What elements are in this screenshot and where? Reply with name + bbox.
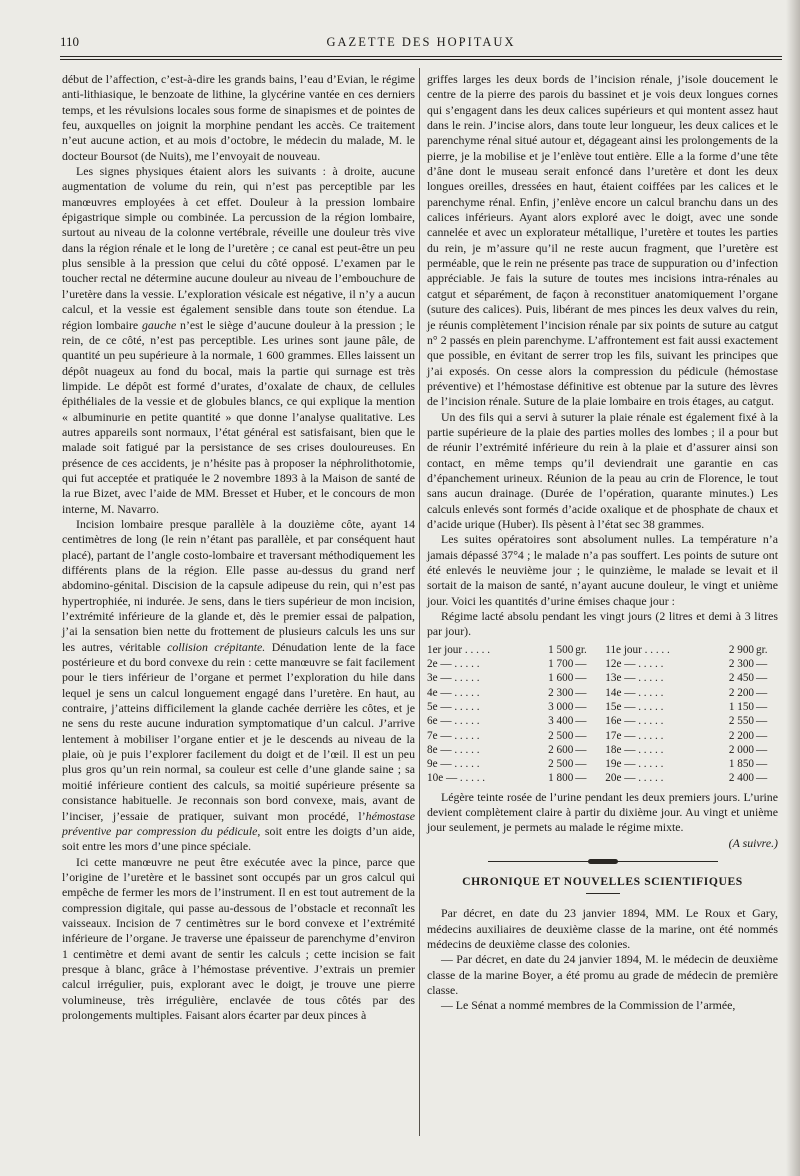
paragraph: Les signes physiques étaient alors les suivants : à droite, aucune augmentation de volume du rein, qui n’est pas perceptible par les manœuvres employées à cet effet. Douleur à la pression lombaire épigastrique simple ou combinée. La percussion de la région lombaire, surtout au niveau de la colonne vertébrale, réveille une douleur très vive dans la région rénale et le long de l’uretère ; ce canal est peut-être un peu plus sensible à la pression que celui du côté opposé. L’examen par le toucher rectal ne détermine aucune douleur au niveau de l’embouchure de l’uretère dans la vessie. L’exploration vésicale est négative, il n’y a aucun calcul, et la vessie est également sensible dans toute son étendue. La région lombaire gauche n’est le siège d’aucune douleur à la pression ; le rein, de ce côté, n’est pas perceptible. Les urines sont jaune pâle, de quantité un peu supérieure à la normale, 1 600 grammes. Elles laissent un dépôt nuageux au fond du bocal, mais la partie qui surnage est très limpide. Le dépôt est formé d’urates, d’oxalate de chaux, de cellules épithéliales de la vessie et de globules blancs, ce qui explique la mention « albuminurie en petite quantité » que donne l’analyse qualitative. Les autres appareils sont normaux, l’état général est satisfaisant, bien que le malade soit fatigué par la persistance de ses crises douloureuses. En présence de ces accidents, je n’hésite pas à proposer la néphrolithotomie, qui fut acceptée et pratiquée le 2 novembre 1893 à la Maison de santé de la rue Bizet, avec l’aide de MM. Bresset et Huber, et le concours de mon interne, M. Navarro. — [62, 164, 415, 516]
urine-num-cell: 1 500 — [548, 643, 574, 656]
urine-num-cell: 1 600 — [548, 672, 574, 685]
urine-num-cell: 2 400 — [728, 772, 754, 785]
urine-day-cell: 15e — . . . . . — [605, 700, 664, 713]
urine-unit-cell: — — [575, 715, 587, 728]
paragraph: Ici cette manœuvre ne peut être exécutée avec la pince, parce que l’origine de l’uretère et le bassinet sont occupés par un gros calcul qui empêche de fermer les mors de l’instrument. Il en est tout autrement de la compression digitale, qui passe au-dessous de l’obstacle et reconnaît les vaisseaux. Incision de 7 centimètres sur le bord convexe et l’extrémité inférieure de l’organe. Je traverse une épaisseur de parenchyme d’environ 1 centimètre et demi avant de sentir les calculs ; cette incision se fait presque à blanc, grâce à l’hémostase préventive. J’extrais un premier calcul irrégulier, puis, explorant avec le doigt, je trouve une pierre volumineuse, très irrégulière, enclavée de tous côtés par des prolongements multiples. Faisant alors écarter par deux pinces à — [62, 854, 415, 1022]
urine-day-cell: 17e — . . . . . — [605, 729, 664, 742]
journal-title: GAZETTE DES HOPITAUX — [326, 35, 516, 49]
urine-day-cell: 5e — . . . . . — [427, 700, 480, 713]
urine-row — [427, 643, 778, 657]
urine-row — [427, 743, 778, 757]
urine-num-cell: 2 500 — [548, 729, 574, 742]
urine-unit-cell: — — [756, 729, 768, 742]
header-rule — [60, 56, 782, 60]
urine-unit-cell: — — [756, 672, 768, 685]
urine-day-cell: 13e — . . . . . — [605, 672, 664, 685]
urine-row — [427, 771, 778, 785]
urine-day-cell: 9e — . . . . . — [427, 758, 480, 771]
urine-unit-cell: — — [756, 758, 768, 771]
urine-unit-cell: — — [575, 729, 587, 742]
urine-unit-cell: — — [575, 686, 587, 699]
paragraph: Un des fils qui a servi à suturer la plaie rénale est également fixé à la partie supérieure de la plaie des parties molles des lombes ; il a pour but de réunir l’extrémité inférieure du rein à la plaie et d’assurer ainsi son contact, en même temps qu’il deviendrait une garantie en cas d’épanchement urineux. Réunion de la peau au crin de Florence, le tout sans aucun drainage. (Durée de l’opération, quarante minutes.) Les calculs enlevés sont formés d’acide oxalique et de phosphate de chaux et d’acide urique (Huber). Ils pèsent à l’état sec 38 grammes. — [427, 409, 778, 531]
urine-unit-cell: — — [756, 658, 768, 671]
urine-num-cell: 2 900 — [728, 643, 754, 656]
urine-unit-cell: — — [575, 772, 587, 785]
urine-gap-cell — [597, 729, 605, 743]
urine-gap-cell — [597, 757, 605, 771]
urine-day-cell: 6e — . . . . . — [427, 715, 480, 728]
urine-unit-cell: — — [575, 658, 587, 671]
urine-gap-cell — [597, 686, 605, 700]
paragraph: Légère teinte rosée de l’urine pendant les deux premiers jours. L’urine devient complètement claire à partir du dixième jour. Au vingt et unième jour seulement, je permets au malade le régime mixte. — [427, 789, 778, 835]
urine-gap-cell — [597, 700, 605, 714]
urine-day-cell: 4e — . . . . . — [427, 686, 480, 699]
page-number: 110 — [60, 34, 80, 49]
urine-num-cell: 1 700 — [548, 658, 574, 671]
urine-day-cell: 7e — . . . . . — [427, 729, 480, 742]
ornament-rule — [488, 861, 718, 862]
urine-row — [427, 714, 778, 728]
urine-unit-cell: — — [575, 700, 587, 713]
urine-gap-cell — [597, 643, 605, 657]
urine-day-cell: 12e — . . . . . — [605, 658, 664, 671]
urine-num-cell: 1 800 — [548, 772, 574, 785]
urine-gap-cell — [597, 771, 605, 785]
urine-row — [427, 729, 778, 743]
paragraph: griffes larges les deux bords de l’incision rénale, j’isole doucement le centre de la pierre des parois du bassinet et je vois deux longues cornes qui s’engagent dans les deux calices supérieurs et qui montent assez haut dans le rein. J’incise alors, dans toute leur longueur, les deux calices et le parenchyme rénal situé autour et, dégageant ainsi les prolongements de la pierre, je la mobilise et je l’enlève tout entière. Elle a la forme d’une tête d’âne dont le museau serait enfoncé dans l’uretère et dont les deux longues oreilles, dressées en haut, étaient coiffées par les calices et le parenchyme rénal. Enfin, j’enlève encore un calcul branchu dans un des calices inférieurs. Ayant alors exploré avec le doigt, avec une sonde cannelée et avec un explorateur métallique, l’uretère et toutes les parties du rein, je m’assure qu’il ne reste aucun fragment, que l’uretère est perméable, que le rein ne présente pas trace de suppuration ou d’infection appréciable. Je fais la suture de toutes mes incisions intra-rénales au catgut et séparément, de façon à reconstituer anatomiquement l’organe (suture des calices). Puis, libérant de mes pinces les deux valves du rein, je réunis complètement l’incision rénale par six points de suture au catgut n° 2 passés en plein parenchyme. L’affrontement est fait aussi exactement que possible, en évitant de serrer trop les fils, suivant les principes que j’ai exposés. On cesse alors la compression du pédicule (hémostase préventive) et l’hémostase définitive est obtenue par la suture des lèvres de l’incision rénale. Suture de la plaie lombaire en trois étages, au catgut. — [427, 72, 778, 409]
urine-day-cell: 8e — . . . . . — [427, 743, 480, 756]
urine-day-cell: 19e — . . . . . — [605, 758, 664, 771]
urine-row — [427, 657, 778, 671]
paragraph: Les suites opératoires sont absolument nulles. La température n’a jamais dépassé 37°4 ; le malade n’a pas souffert. Les points de suture ont été enlevés le neuvième jour ; le quinzième, le malade se levait et il sortait de la maison de santé, n’ayant aucune douleur, le vingt et unième jour. Voici les quantités d’urine émises chaque jour : — [427, 532, 778, 608]
news-item: — Par décret, en date du 24 janvier 1894, M. le médecin de deuxième classe de la marine Boyer, a été promu au grade de médecin de première classe. — [427, 952, 778, 998]
urine-day-cell: 18e — . . . . . — [605, 743, 664, 756]
paragraph: Régime lacté absolu pendant les vingt jours (2 litres et demi à 3 litres par jour). — [427, 609, 778, 639]
urine-num-cell: 2 550 — [728, 715, 754, 728]
urine-unit-cell: — — [756, 743, 768, 756]
urine-unit-cell: gr. — [575, 643, 587, 656]
urine-row — [427, 700, 778, 714]
urine-day-cell: 3e — . . . . . — [427, 672, 480, 685]
urine-num-cell: 3 000 — [548, 700, 574, 713]
urine-num-cell: 2 450 — [728, 672, 754, 685]
urine-unit-cell: — — [575, 672, 587, 685]
news-item: — Le Sénat a nommé membres de la Commission de l’armée, — [441, 998, 736, 1013]
urine-day-cell: 20e — . . . . . — [605, 772, 664, 785]
urine-unit-cell: — — [575, 743, 587, 756]
column-divider — [419, 68, 420, 1136]
left-column — [62, 72, 415, 1023]
urine-num-cell: 2 300 — [728, 658, 754, 671]
urine-day-cell: 11e jour . . . . . — [605, 643, 670, 656]
urine-num-cell: 2 600 — [548, 743, 574, 756]
right-column — [427, 72, 778, 1014]
urine-num-cell: 2 500 — [548, 758, 574, 771]
urine-num-cell: 2 300 — [548, 686, 574, 699]
urine-unit-cell: — — [756, 772, 768, 785]
urine-num-cell: 2 000 — [728, 743, 754, 756]
page-edge-shadow — [786, 0, 800, 1176]
urine-num-cell: 1 150 — [728, 700, 754, 713]
urine-day-cell: 16e — . . . . . — [605, 715, 664, 728]
urine-row — [427, 757, 778, 771]
page-header — [60, 30, 782, 52]
urine-day-cell: 1er jour . . . . . — [427, 643, 491, 656]
paragraph: début de l’affection, c’est-à-dire les grands bains, l’eau d’Evian, le régime anti-lithiasique, le benzoate de lithine, la glycérine vantée en ces derniers temps, et les révulsions locales sous forme de sinapismes et de pointes de feu, auxquelles on joignit la morphine pendant les accès. Ce traitement n’eut aucune action, et au mois d’octobre, le médecin du malade, M. le docteur Boursot (de Nuits), me l’envoyait de nouveau. — [62, 72, 415, 163]
paragraph: Incision lombaire presque parallèle à la douzième côte, ayant 14 centimètres de long (le rein n’étant pas parallèle, et par conséquent haut placé), partant de l’angle costo-lombaire et traversant méthodiquement les différents plans de la région. Elle passe au-dessus du grand nerf abdomino-génital. Discision de la capsule adipeuse du rein, qui n’est pas hypertrophiée, ni indurée. Je sens, dans le tiers supérieur de mon incision, l’extrémité inférieure de la glande et, dès le premier essai de palpation, j’ai la sensation bien nette du frottement de plusieurs calculs les uns sur les autres, véritable collision crépitante. Dénudation lente de la face postérieure et du bord convexe du rein : cette manœuvre se fait facilement pour le tiers inférieur de l’organe et permet l’exploration du hile dans lequel je sens un calcul longuement engagé dans l’uretère. En haut, au contraire, j’atteins difficilement la glande cachée derrière les côtes, et je ne sens du reste aucune induration symptomatique d’un calcul. J’arrive lentement à mobiliser l’organe entier et je le descends au niveau de la plaie, où je puis l’explorer facilement du doigt et de l’œil. Il est un peu plus gros qu’un rein normal, sa couleur est celle d’une glande saine ; sa moitié inférieure contient des calculs, sa moitié supérieure présente sa consistance habituelle. Je reconnais son bord convexe, mais, avant de l’inciser, j’essaie de pratiquer, suivant mon procédé, l’hémostase préventive par compression du pédicule, soit entre les doigts d’un aide, soit entre les mors d’une pince spéciale. — [62, 516, 416, 854]
urine-gap-cell — [597, 714, 605, 728]
urine-unit-cell: — — [756, 686, 768, 699]
urine-quantity-table — [427, 643, 778, 786]
urine-unit-cell: — — [756, 700, 768, 713]
urine-unit-cell: gr. — [756, 643, 768, 656]
urine-num-cell: 1 850 — [728, 758, 754, 771]
urine-day-cell: 2e — . . . . . — [427, 658, 480, 671]
urine-gap-cell — [597, 657, 605, 671]
urine-gap-cell — [597, 671, 605, 685]
urine-num-cell: 2 200 — [728, 686, 754, 699]
to-be-continued: (A suivre.) — [728, 835, 778, 850]
urine-gap-cell — [597, 743, 605, 757]
section-title: CHRONIQUE ET NOUVELLES SCIENTIFIQUES — [462, 875, 743, 889]
urine-unit-cell: — — [575, 758, 587, 771]
urine-row — [427, 686, 778, 700]
urine-num-cell: 3 400 — [548, 715, 574, 728]
section-rule — [586, 893, 620, 894]
urine-row — [427, 671, 778, 685]
urine-day-cell: 14e — . . . . . — [605, 686, 664, 699]
urine-num-cell: 2 200 — [728, 729, 754, 742]
news-item: Par décret, en date du 23 janvier 1894, MM. Le Roux et Gary, médecins auxiliaires de deuxième classe de la marine, ont été nommés médecins de deuxième classe des colonies. — [427, 906, 778, 952]
urine-day-cell: 10e — . . . . . — [427, 772, 486, 785]
urine-unit-cell: — — [756, 715, 768, 728]
